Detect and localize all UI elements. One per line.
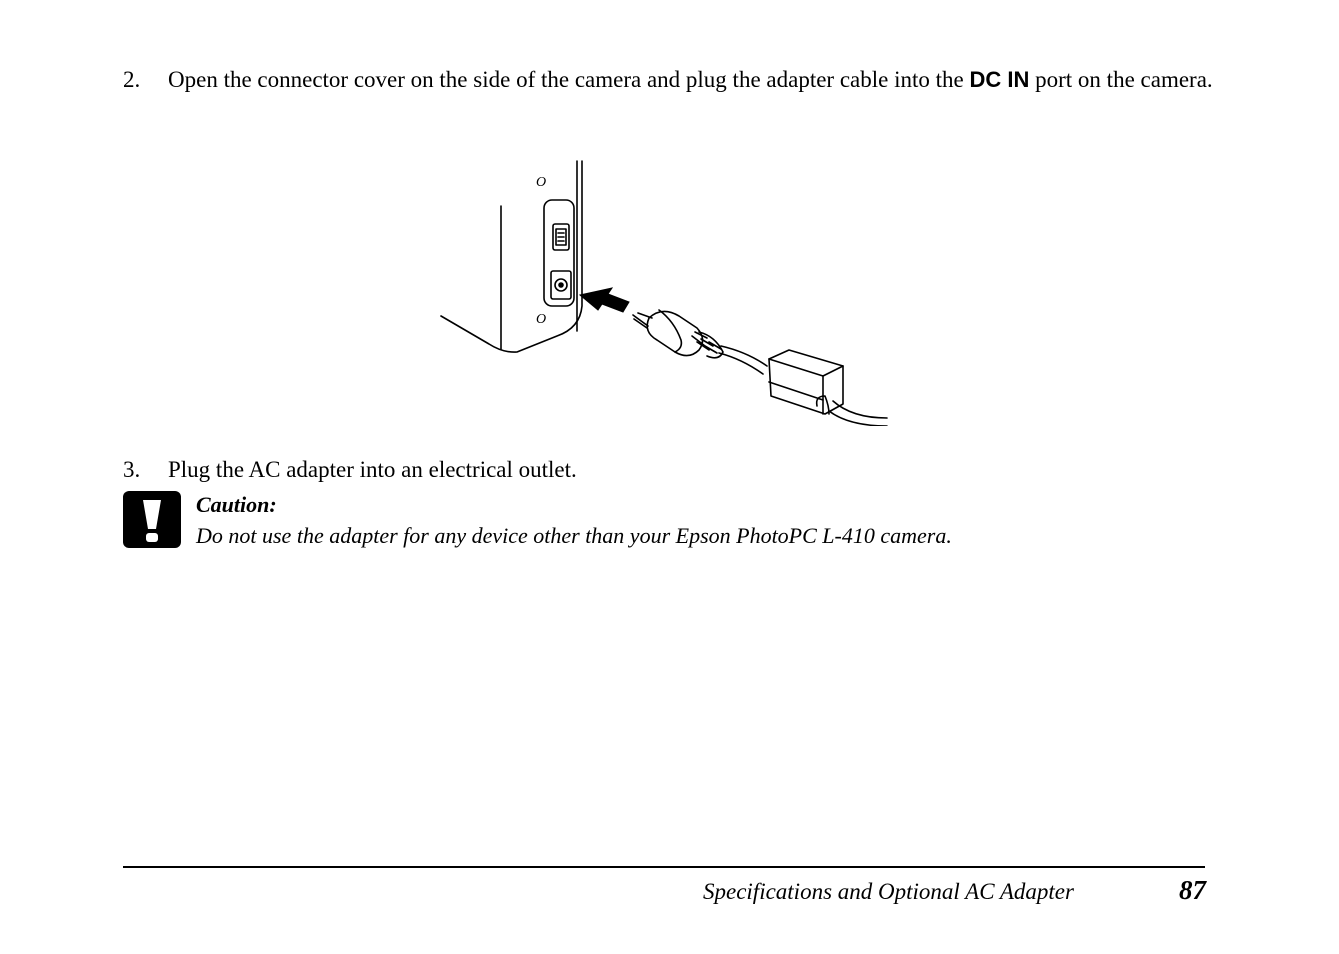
step-number: 2.: [123, 67, 141, 92]
footer-divider: [123, 866, 1205, 868]
step-2: [123, 64, 1213, 134]
step-3: [123, 454, 1123, 488]
step-text-after: port on the camera.: [1029, 67, 1213, 92]
step-text: [168, 64, 1213, 96]
step-number: 3.: [123, 457, 141, 482]
page-number: 87: [1179, 875, 1206, 905]
caution-title: Caution:: [196, 492, 277, 517]
camera-mark-bottom: O: [536, 312, 547, 327]
footer-section-title: Specifications and Optional AC Adapter: [703, 879, 1074, 904]
caution-body: Do not use the adapter for any device other than your Epson PhotoPC L-410 camera.: [196, 523, 952, 548]
step-text: Plug the AC adapter into an electrical outlet.: [168, 457, 577, 482]
dc-in-label: DC IN: [969, 67, 1030, 92]
step-text-before: Open the connector cover on the side of the camera and plug the adapter cable into the: [168, 67, 970, 92]
camera-mark-top: O: [536, 175, 547, 190]
exclamation-icon: [123, 491, 181, 548]
camera-dc-in-adapter-illustration: [437, 156, 892, 426]
